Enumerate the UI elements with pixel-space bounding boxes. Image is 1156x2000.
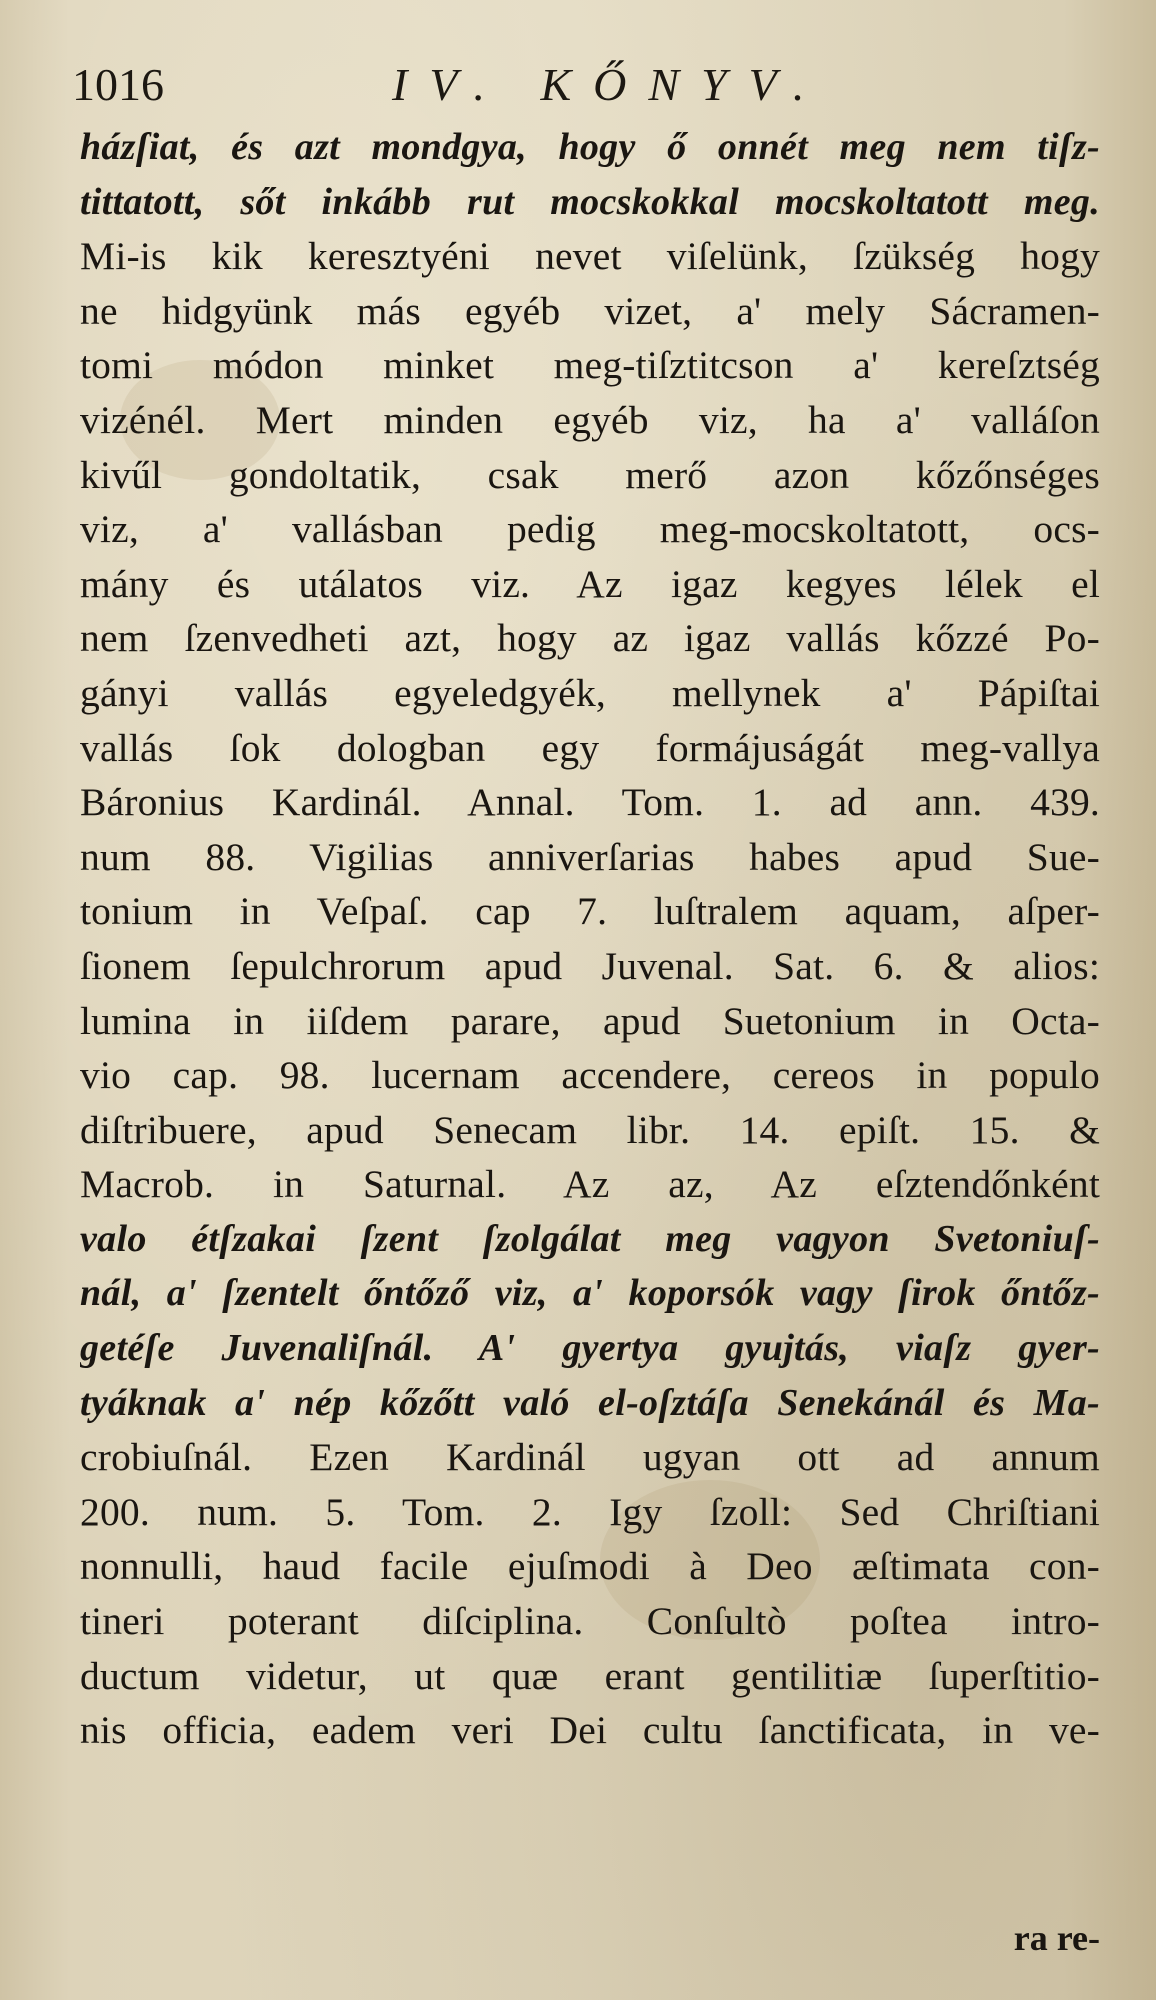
text-line: ductum videtur, ut quæ erant gentilitiæ ſuperſtitio- [80,1653,1100,1698]
text-line: tineri poterant diſciplina. Conſultò poſtea intro- [80,1599,1100,1644]
text-line: nem ſzenvedheti azt, hogy az igaz vallás kőzzé Po- [80,616,1100,661]
text-line: diſtribuere, apud Senecam libr. 14. epiſt. 15. & [80,1107,1100,1152]
running-head: IV. KŐNYV. [392,59,827,110]
text-line: getéſe Juvenaliſnál. A' gyertya gyujtás, viaſz gyer- [80,1327,1100,1370]
text-line: tittatott, sőt inkább rut mocskokkal mocskoltatott meg. [80,180,1100,223]
text-line: ne hidgyünk más egyéb vizet, a' mely Sácramen- [80,288,1100,333]
page-number: 1016 [72,59,164,110]
text-line: gányi vallás egyeledgyék, mellynek a' Pápiſtai [80,670,1100,715]
text-line: Mi-is kik keresztyéni nevet viſelünk, ſzükség hogy [80,234,1100,279]
text-line: viz, a' vallásban pedig meg-mocskoltatott, ocs- [80,507,1100,552]
body-text [80,120,1100,1758]
text-line: lumina in iiſdem parare, apud Suetonium in Octa- [80,998,1100,1043]
text-line: vizénél. Mert minden egyéb viz, ha a' valláſon [80,397,1100,442]
text-line: Macrob. in Saturnal. Az az, Az eſztendőnként [80,1162,1100,1207]
text-line: Báronius Kardinál. Annal. Tom. 1. ad ann. 439. [80,780,1100,825]
page-header [72,58,1102,118]
text-line: tyáknak a' nép kőzőtt való el-oſztáſa Senekánál és Ma- [80,1381,1100,1424]
text-line: vallás ſok dologban egy formájuságát meg-vallya [80,725,1100,770]
text-line: 200. num. 5. Tom. 2. Igy ſzoll: Sed Chriſtiani [80,1489,1100,1534]
text-line: nis officia, eadem veri Dei cultu ſanctificata, in ve- [80,1708,1100,1753]
text-line: mány és utálatos viz. Az igaz kegyes lélek el [80,561,1100,606]
text-line: házſiat, és azt mondgya, hogy ő onnét meg nem tiſz- [80,126,1100,168]
catchword: ra re- [1013,1918,1100,1958]
text-line: vio cap. 98. lucernam accendere, cereos in populo [80,1053,1100,1098]
text-line: ſionem ſepulchrorum apud Juvenal. Sat. 6. & alios: [80,943,1100,988]
text-line: crobiuſnál. Ezen Kardinál ugyan ott ad annum [80,1435,1100,1480]
text-line: kivűl gondoltatik, csak merő azon kőzőnséges [80,452,1100,497]
text-line: tomi módon minket meg-tiſztitcson a' kereſztség [80,343,1100,388]
text-line: tonium in Veſpaſ. cap 7. luſtralem aquam, aſper- [80,889,1100,934]
text-line: nál, a' ſzentelt őntőző viz, a' koporsók vagy ſirok őntőz- [80,1272,1100,1315]
text-line: num 88. Vigilias anniverſarias habes apud Sue- [80,834,1100,879]
text-line: valo étſzakai ſzent ſzolgálat meg vagyon Svetoniuſ- [80,1217,1100,1260]
text-line: nonnulli, haud facile ejuſmodi à Deo æſtimata con- [80,1544,1100,1589]
